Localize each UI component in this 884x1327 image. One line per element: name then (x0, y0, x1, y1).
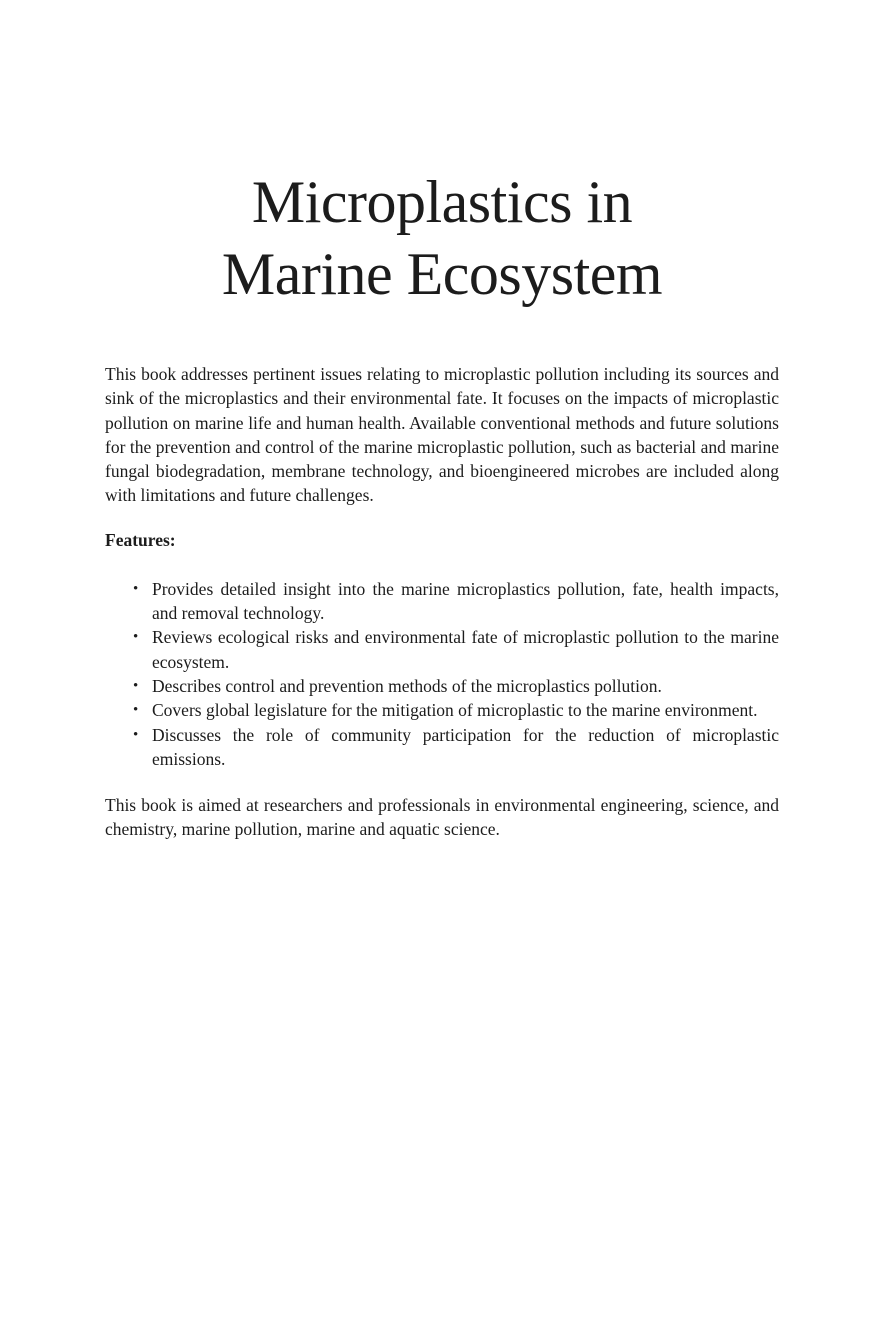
book-title (105, 166, 779, 310)
list-item (105, 698, 779, 722)
feature-text: Provides detailed insight into the marine microplastics pollution, fate, health impacts, and removal technology. (152, 578, 779, 624)
feature-text: Discusses the role of community participation for the reduction of microplastic emissions. (152, 724, 779, 769)
closing-paragraph: This book is aimed at researchers and professionals in environmental engineering, science, and chemistry, marine pollution, marine and aquatic science. (105, 795, 779, 840)
bullet-icon: • (133, 677, 139, 694)
bullet-icon: • (133, 726, 139, 743)
features-heading: Features: (105, 529, 176, 550)
feature-text: Covers global legislature for the mitigation of microplastic to the marine environment. (152, 700, 758, 721)
list-item (105, 577, 779, 626)
feature-text: Reviews ecological risks and environmental fate of microplastic pollution to the marine ecosystem. (152, 627, 779, 672)
list-item (105, 723, 779, 772)
feature-text: Describes control and prevention methods of the microplastics pollution. (152, 675, 662, 696)
bullet-icon: • (133, 580, 139, 597)
features-list (105, 577, 779, 771)
list-item (105, 674, 779, 698)
bullet-icon: • (133, 702, 139, 719)
list-item (105, 625, 779, 674)
page-content (0, 166, 884, 842)
book-title-line2: Marine Ecosystem (221, 241, 663, 307)
bullet-icon: • (133, 629, 139, 646)
intro-paragraph: This book addresses pertinent issues relating to microplastic pollution including its sources and sink of the microplastics and their environmental fate. It focuses on the impacts of microplastic pollution on marine life and human health. Available conventional methods and future solutions for the prevention and control of the marine microplastic pollution, such as bacterial and marine fungal biodegradation, membrane technology, and bioengineered microbes are included along with limitations and future challenges. (105, 364, 779, 506)
book-title-line1: Microplastics in (251, 169, 633, 235)
